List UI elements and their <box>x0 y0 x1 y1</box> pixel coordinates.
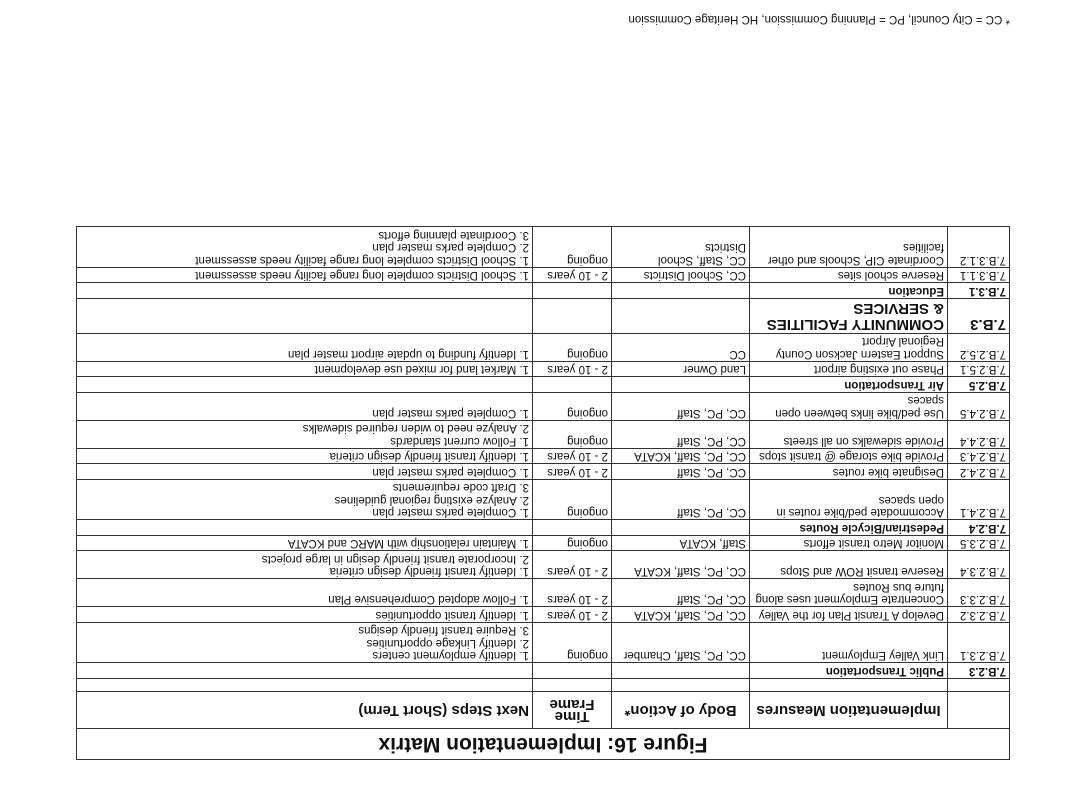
next-steps <box>77 551 533 579</box>
table-row <box>77 268 1010 284</box>
next-step-item: 2. Analyze need to widen required sidewalks <box>302 422 529 435</box>
time-frame: 2 - 10 years <box>533 607 612 623</box>
empty-cell <box>612 520 750 536</box>
next-step-item: 1. Identify transit friendly design criteria <box>329 450 529 463</box>
empty-cell <box>612 283 750 299</box>
measure-name: Accommodate ped/bike routes in open spaces <box>750 480 948 521</box>
next-step-item: 2. Incorporate transit friendly design in large projects <box>261 553 529 565</box>
time-frame: 2 - 10 years <box>533 268 612 284</box>
measure-code: 7.B.2.4.2 <box>948 464 1010 480</box>
next-step-item: 3. Coordinate planning efforts <box>378 229 529 241</box>
next-step-item: 3. Require transit friendly designs <box>358 624 529 637</box>
body-of-action: CC, PC, Staff, KCATA <box>612 449 750 465</box>
section-name: COMMUNITY FACILITIES & SERVICES <box>750 299 948 334</box>
section-name: Pedestrian/Bicycle Routes <box>750 520 948 536</box>
next-steps <box>77 268 533 284</box>
body-of-action: CC, School Districts <box>612 268 750 284</box>
header-body: Body of Action* <box>612 692 750 729</box>
section-row <box>77 520 1010 536</box>
time-frame: ongoing <box>533 536 612 552</box>
section-code: 7.B.3.1 <box>948 283 1010 299</box>
section-name: Air Transportation <box>750 377 948 393</box>
next-step-item: 1. Complete parks master plan <box>372 506 529 519</box>
empty-cell <box>533 299 612 334</box>
next-steps <box>77 334 533 362</box>
table-row <box>77 579 1010 607</box>
body-of-action: CC, PC, Staff, Chamber <box>612 623 750 664</box>
header-code <box>948 692 1010 729</box>
time-frame: 2 - 10 years <box>533 449 612 465</box>
body-of-action: CC, PC, Staff <box>612 579 750 607</box>
body-of-action: CC, PC, Staff <box>612 393 750 421</box>
next-steps <box>77 607 533 623</box>
next-step-item: 1. School Districts complete long range facility needs assessment <box>195 254 529 266</box>
time-frame: 2 - 10 years <box>533 464 612 480</box>
measure-code: 7.B.2.4.1 <box>948 480 1010 521</box>
next-step-item: 1. Complete parks master plan <box>372 407 529 419</box>
next-step-item: 2. Identify Linkage opportunities <box>366 637 529 649</box>
empty-cell <box>77 663 533 679</box>
body-of-action: CC, PC, Staff, KCATA <box>612 607 750 623</box>
next-steps <box>77 480 533 521</box>
table-row <box>77 393 1010 421</box>
next-steps <box>77 449 533 465</box>
next-steps <box>77 393 533 421</box>
next-step-item: 1. Market land for mixed use development <box>314 363 529 376</box>
time-frame: 2 - 10 years <box>533 579 612 607</box>
table-row <box>77 607 1010 623</box>
table-row <box>77 551 1010 579</box>
measure-name: Designate bike routes <box>750 464 948 480</box>
empty-cell <box>77 299 533 334</box>
next-step-item: 3. Draft code requirements <box>392 481 529 494</box>
next-step-item: 1. Maintain relationship with MARC and KCATA <box>287 537 529 550</box>
empty-cell <box>533 283 612 299</box>
next-step-item: 1. Identify funding to update airport master plan <box>287 348 529 360</box>
next-step-item: 1. Identify transit friendly design criteria <box>329 565 529 578</box>
measure-code: 7.B.2.3.5 <box>948 536 1010 552</box>
section-code: 7.B.2.3 <box>948 663 1010 679</box>
body-of-action: CC, PC, Staff <box>612 464 750 480</box>
measure-name: Use ped/bike links between open spaces <box>750 393 948 421</box>
spacer-row <box>77 679 1010 692</box>
time-frame: ongoing <box>533 421 612 449</box>
implementation-matrix-table <box>76 227 1010 761</box>
measure-name: Phase out existing airport <box>750 362 948 378</box>
body-of-action: CC, PC, Staff <box>612 421 750 449</box>
measure-code: 7.B.3.1.1 <box>948 268 1010 284</box>
measure-code: 7.B.2.4.5 <box>948 393 1010 421</box>
next-steps <box>77 227 533 268</box>
empty-cell <box>533 663 612 679</box>
measure-code: 7.B.2.3.3 <box>948 579 1010 607</box>
table-row <box>77 362 1010 378</box>
measure-name: Provide bike storage @ transit stops <box>750 449 948 465</box>
next-steps <box>77 421 533 449</box>
measure-code: 7.B.3.1.2 <box>948 227 1010 268</box>
footnote: * CC = City Council, PC = Planning Commission, HC Heritage Commission <box>628 13 1010 25</box>
time-frame: 2 - 10 years <box>533 551 612 579</box>
measure-name: Monitor Metro transit efforts <box>750 536 948 552</box>
table-row <box>77 227 1010 268</box>
title-row <box>77 729 1010 760</box>
time-frame: ongoing <box>533 334 612 362</box>
measure-name: Coordinate CIP, Schools and other facilities <box>750 227 948 268</box>
empty-cell <box>612 663 750 679</box>
next-steps <box>77 536 533 552</box>
section-name: Education <box>750 283 948 299</box>
table-row <box>77 421 1010 449</box>
empty-cell <box>612 377 750 393</box>
header-time: Time Frame <box>533 692 612 729</box>
table-row <box>77 449 1010 465</box>
section-row <box>77 377 1010 393</box>
measure-code: 7.B.2.3.4 <box>948 551 1010 579</box>
next-steps <box>77 362 533 378</box>
body-of-action: CC, Staff, School Districts <box>612 227 750 268</box>
time-frame: ongoing <box>533 623 612 664</box>
next-steps <box>77 579 533 607</box>
measure-name: Support Eastern Jackson County Regional Airport <box>750 334 948 362</box>
measure-name: Develop A Transit Plan for the Valley <box>750 607 948 623</box>
time-frame: ongoing <box>533 393 612 421</box>
next-step-item: 1. Follow current standards <box>390 435 529 447</box>
table-row <box>77 623 1010 664</box>
measure-name: Link Valley Employment <box>750 623 948 664</box>
table-row <box>77 464 1010 480</box>
measure-code: 7.B.2.3.1 <box>948 623 1010 664</box>
section-row <box>77 283 1010 299</box>
next-steps <box>77 623 533 664</box>
section-code: 7.B.2.4 <box>948 520 1010 536</box>
measure-name: Reserve school sites <box>750 268 948 284</box>
measure-name: Reserve transit ROW and Stops <box>750 551 948 579</box>
section-name: Public Transportation <box>750 663 948 679</box>
table-row <box>77 334 1010 362</box>
body-of-action: CC <box>612 334 750 362</box>
body-of-action: Staff, KCATA <box>612 536 750 552</box>
time-frame: ongoing <box>533 227 612 268</box>
header-steps: Next Steps (Short Term) <box>77 692 533 729</box>
measure-code: 7.B.2.3.2 <box>948 607 1010 623</box>
section-row <box>77 663 1010 679</box>
empty-cell <box>533 377 612 393</box>
measure-name: Concentrate Employment uses along future bus Routes <box>750 579 948 607</box>
header-measures: Implementation Measures <box>750 692 948 729</box>
next-step-item: 2. Complete parks master plan <box>372 241 529 254</box>
next-step-item: 1. Identify employment centers <box>372 649 529 662</box>
empty-cell <box>533 520 612 536</box>
body-of-action: CC, PC, Staff <box>612 480 750 521</box>
next-step-item: 1. Complete parks master plan <box>372 466 529 478</box>
empty-cell <box>77 377 533 393</box>
measure-name: Provide sidewalks on all streets <box>750 421 948 449</box>
measure-code: 7.B.2.5.2 <box>948 334 1010 362</box>
empty-cell <box>77 283 533 299</box>
next-step-item: 1. School Districts complete long range facility needs assessment <box>195 269 529 282</box>
section-code: 7.B.3 <box>948 299 1010 334</box>
next-step-item: 2. Analyze existing regional guidelines <box>334 494 529 506</box>
time-frame: 2 - 10 years <box>533 362 612 378</box>
section-code: 7.B.2.5 <box>948 377 1010 393</box>
table-title: Figure 16: Implementation Matrix <box>77 729 1010 760</box>
header-row <box>77 692 1010 729</box>
empty-cell <box>612 299 750 334</box>
next-step-item: 1. Identify transit opportunities <box>375 609 529 621</box>
measure-code: 7.B.2.5.1 <box>948 362 1010 378</box>
measure-code: 7.B.2.4.4 <box>948 421 1010 449</box>
next-step-item: 1. Follow adopted Comprehensive Plan <box>328 593 529 606</box>
next-steps <box>77 464 533 480</box>
measure-code: 7.B.2.4.3 <box>948 449 1010 465</box>
table-row <box>77 480 1010 521</box>
empty-cell <box>77 520 533 536</box>
body-of-action: Land Owner <box>612 362 750 378</box>
time-frame: ongoing <box>533 480 612 521</box>
section-row <box>77 299 1010 334</box>
table-row <box>77 536 1010 552</box>
body-of-action: CC, PC, Staff, KCATA <box>612 551 750 579</box>
